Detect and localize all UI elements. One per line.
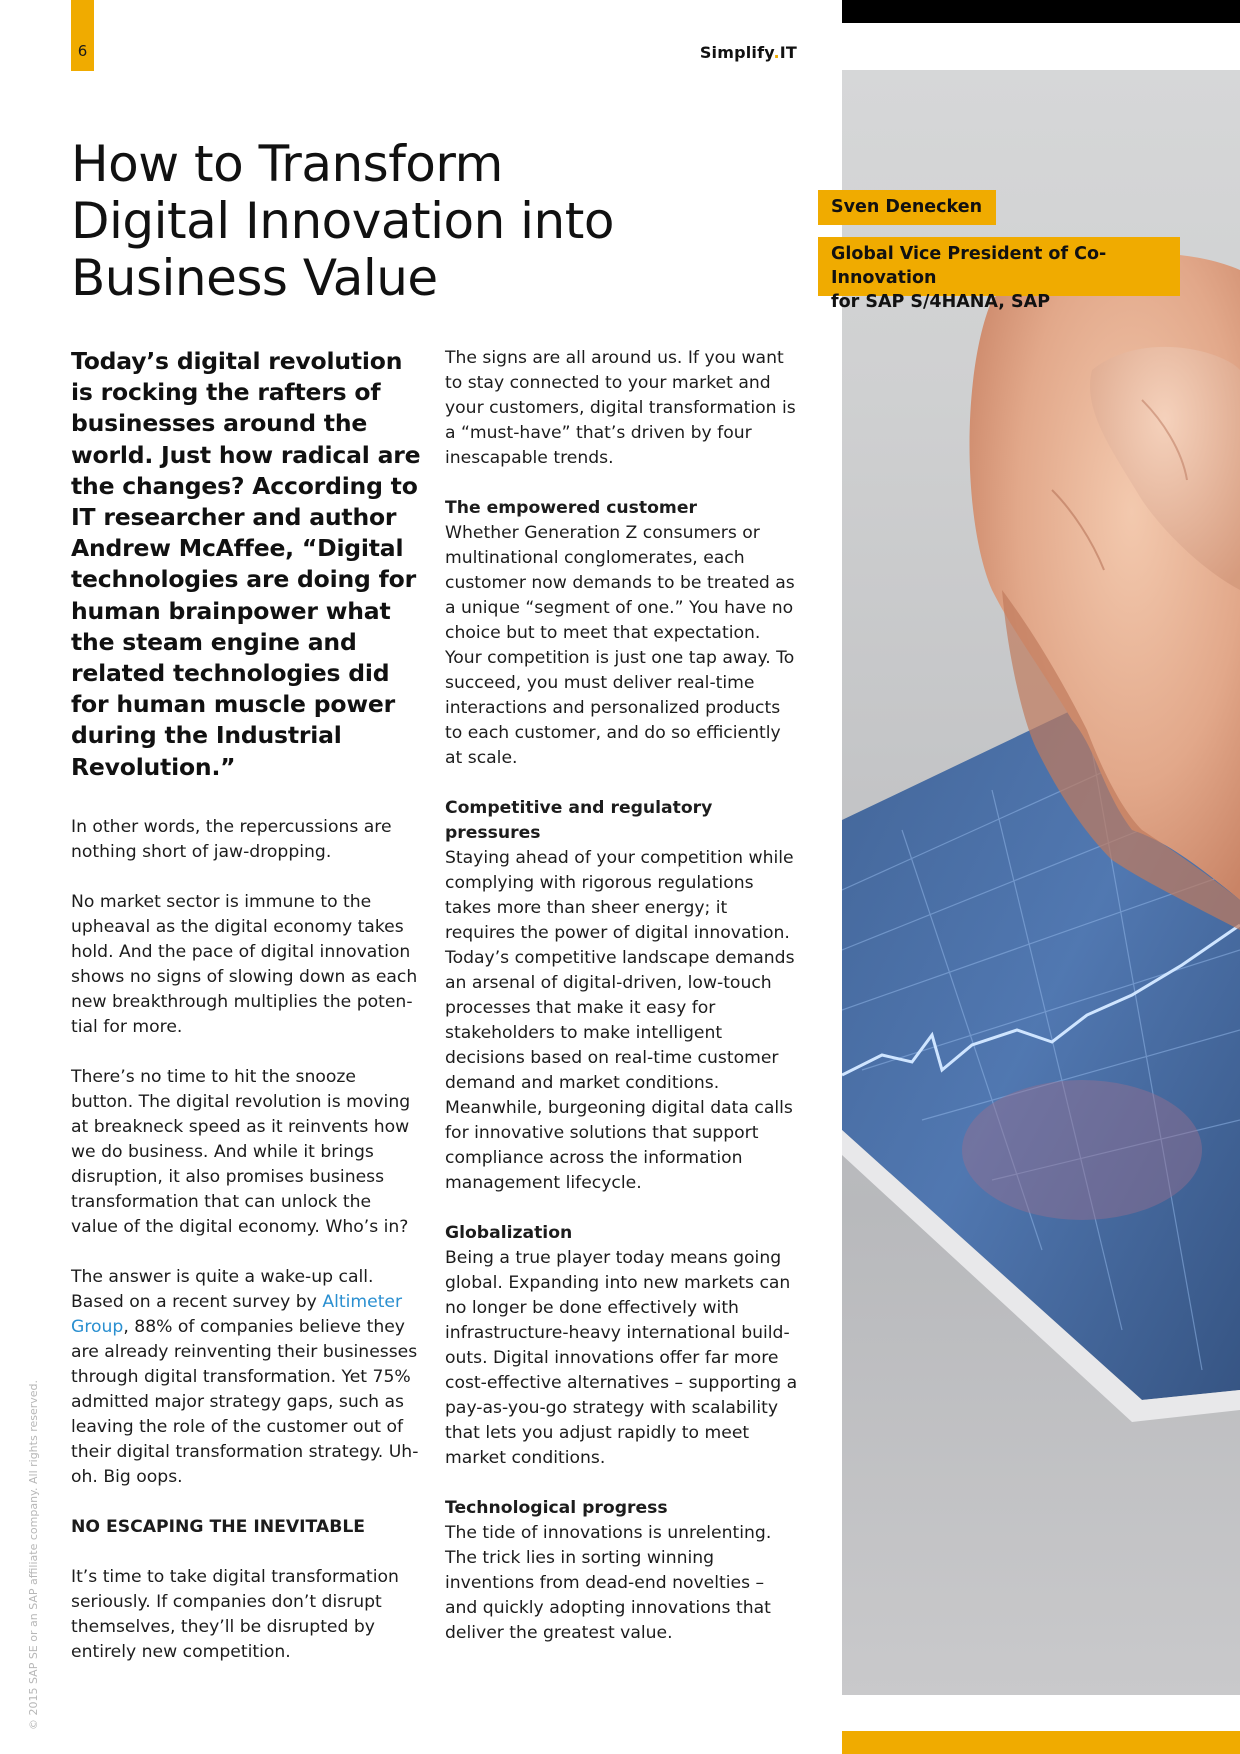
p4-text-start: The answer is quite a wake-up call. Based on a recent survey by (71, 1266, 374, 1312)
trend-section (445, 1496, 800, 1646)
publication-brand (700, 43, 797, 62)
brand-suffix: IT (779, 43, 797, 62)
section-heading: NO ESCAPING THE INEVITABLE (71, 1516, 366, 1537)
author-role-label (818, 237, 1180, 312)
trend-body: Whether Generation Z consumers or multinational conglomerates, each customer now demands to be treated as a unique “segment of one.” You have no choice but to meet that expectation. Your competition is just one tap away. To succeed, you must deliver real-time interactions and personalized products to each customer, and do so efficiently at scale. (445, 523, 795, 768)
author-role-line-2: for SAP S/4HANA, SAP (831, 292, 1051, 312)
trend-section (445, 496, 800, 771)
trend-body: Staying ahead of your competition while complying with rigorous regulations takes more than sheer energy; it requires the power of digital innovation. Today’s competitive landscape demands an arsenal of digital-driven, low-touch processes that make it easy for stakeholders to make intelligent decisions based on real-time customer demand and market conditions. Meanwhile, burgeoning digital data calls for innovative solutions that support compliance across the information management lifecycle. (445, 848, 795, 1193)
trend-heading: The empowered customer (445, 498, 697, 518)
body-paragraph: There’s no time to hit the snooze button. The digital revolution is moving at breakneck speed as it reinvents how we do business. And while it brings disruption, it also promises business transformation that can unlock the value of the digital economy. Who’s in? (71, 1066, 411, 1237)
intro-paragraph: The signs are all around us. If you want to stay connected to your market and your customers, digital transformation is a “must-have” that’s driven by four inescapable trends. (445, 348, 796, 468)
body-paragraph: It’s time to take digital transformation seriously. If companies don’t disrupt themselves, they’ll be disrupted by entirely new competition. (71, 1566, 399, 1662)
trend-section (445, 796, 800, 1196)
trend-body: The tide of innovations is unrelenting. The trick lies in sorting winning inventions from dead-end novelties – and quickly adopting innovations that deliver the greatest value. (445, 1523, 772, 1643)
top-black-bar (842, 0, 1240, 23)
altimeter-group-link[interactable]: Altimeter Group (71, 1291, 403, 1337)
title-line-1: How to Transform (71, 135, 503, 193)
bottom-accent-bar (842, 1731, 1240, 1754)
copyright-notice: © 2015 SAP SE or an SAP affiliate company. All rights reserved. (27, 1379, 40, 1730)
left-column (71, 346, 421, 1690)
p4-text-end: , 88% of companies believe they are already reinventing their businesses through digital transformation. Yet 75% admitted major strategy gaps, such as leaving the role of the customer out of their digital transformation strategy. Uh-oh. Big oops. (71, 1316, 419, 1487)
right-column (445, 346, 800, 1671)
page-number: 6 (77, 42, 88, 60)
body-paragraph: In other words, the repercussions are nothing short of jaw-dropping. (71, 816, 392, 862)
trend-heading: Technological progress (445, 1498, 668, 1518)
trend-section (445, 1221, 800, 1471)
brand-main: Simplify (699, 43, 774, 62)
body-paragraph-with-link (71, 1265, 421, 1490)
brand-dot: . (773, 43, 780, 62)
trend-heading: Competitive and regulatory pressures (445, 798, 713, 843)
title-line-2: Digital Innovation into (71, 192, 614, 250)
trend-body: Being a true player today means going global. Expanding into new markets can no longer be done effectively with infrastructure-heavy international buildouts. Digital innovations offer far more cost-effective alternatives – supporting a pay-as-you-go strategy with scalability that lets you adjust rapidly to meet market conditions. (445, 1248, 798, 1468)
title-line-3: Business Value (71, 249, 438, 307)
author-name-label: Sven Denecken (818, 190, 996, 225)
page-number-tab (71, 0, 94, 71)
article-title (71, 136, 631, 307)
body-paragraph: No market sector is immune to the upheaval as the digital economy takes hold. And the pace of digital innovation shows no signs of slowing down as each new breakthrough multiplies the potential for more. (71, 891, 418, 1037)
trend-heading: Globalization (445, 1223, 573, 1243)
lead-paragraph: Today’s digital revolution is rocking the rafters of businesses around the world. Just how radical are the changes? According to IT researcher and author Andrew McAffee, “Digital technologies are doing for human brainpower what the steam engine and related technologies did for human muscle power during the Industrial Revolution.” (71, 347, 421, 781)
author-role-line-1: Global Vice President of Co-Innovation (831, 244, 1107, 288)
